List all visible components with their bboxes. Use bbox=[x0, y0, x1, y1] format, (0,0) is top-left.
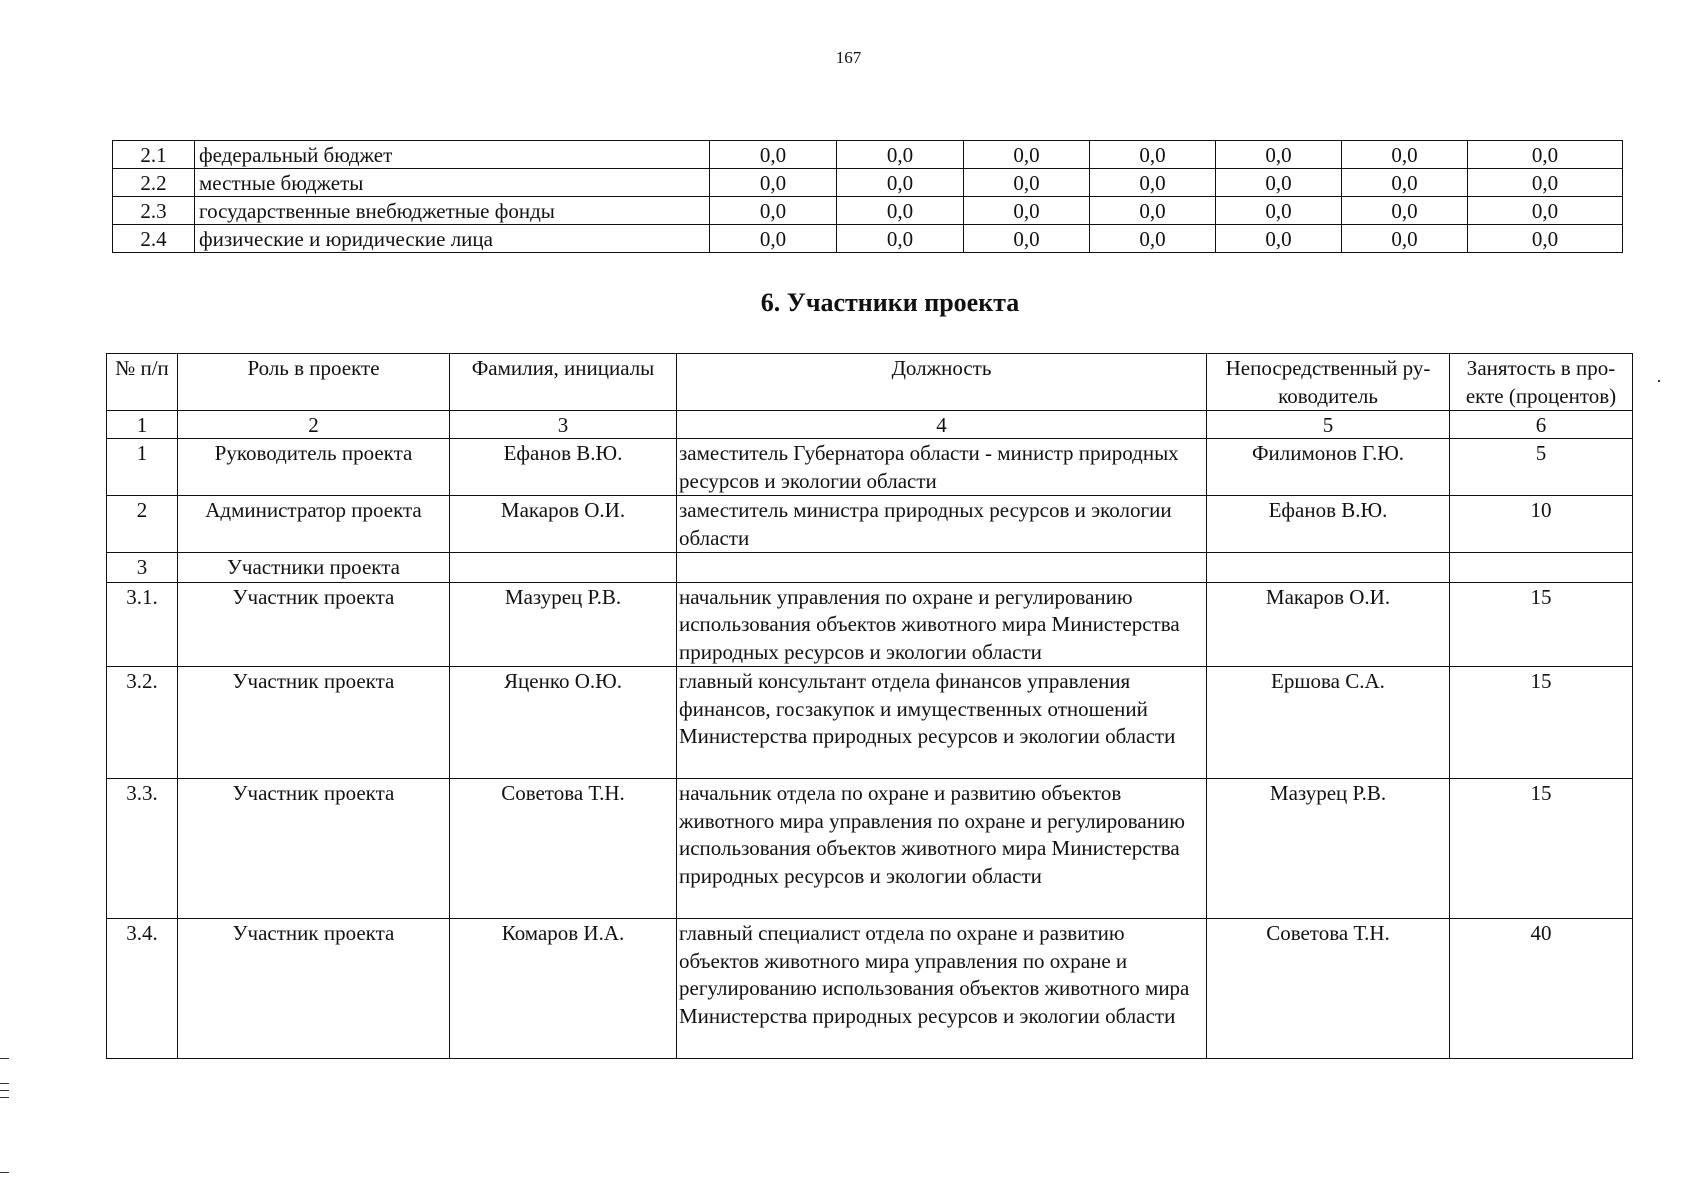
position-cell: заместитель Губернатора области - министр природных ресурсов и экологии области bbox=[677, 439, 1207, 496]
source-label: федеральный бюджет bbox=[195, 141, 710, 169]
role-cell: Участники проекта bbox=[178, 553, 450, 583]
column-number: 3 bbox=[450, 411, 677, 439]
manager-cell: Филимонов Г.Ю. bbox=[1207, 439, 1450, 496]
scan-edge-mark bbox=[0, 1097, 9, 1098]
scan-edge-mark bbox=[0, 1083, 9, 1084]
manager-cell: Советова Т.Н. bbox=[1207, 919, 1450, 1059]
value-cell: 0,0 bbox=[1090, 141, 1216, 169]
header-cell: Роль в проекте bbox=[178, 354, 450, 411]
participant-row bbox=[107, 582, 1633, 667]
row-number: 3 bbox=[107, 553, 178, 583]
load-cell bbox=[1450, 553, 1633, 583]
name-cell bbox=[450, 553, 677, 583]
source-label: государственные внебюджетные фонды bbox=[195, 197, 710, 225]
row-number: 3.1. bbox=[107, 582, 178, 667]
value-cell: 0,0 bbox=[1090, 225, 1216, 253]
load-cell: 5 bbox=[1450, 439, 1633, 496]
value-cell: 0,0 bbox=[837, 225, 964, 253]
header-cell: № п/п bbox=[107, 354, 178, 411]
column-number: 1 bbox=[107, 411, 178, 439]
value-cell: 0,0 bbox=[1090, 197, 1216, 225]
value-cell: 0,0 bbox=[710, 225, 837, 253]
value-cell: 0,0 bbox=[1216, 225, 1342, 253]
position-cell bbox=[677, 553, 1207, 583]
participant-row bbox=[107, 496, 1633, 553]
header-cell: Должность bbox=[677, 354, 1207, 411]
value-cell: 0,0 bbox=[1342, 197, 1468, 225]
header-row bbox=[107, 354, 1633, 411]
value-cell: 0,0 bbox=[964, 225, 1090, 253]
column-number: 2 bbox=[178, 411, 450, 439]
budget-row bbox=[113, 197, 1623, 225]
manager-cell: Макаров О.И. bbox=[1207, 582, 1450, 667]
participant-row bbox=[107, 919, 1633, 1059]
header-cell: Непосредственный ру- ководитель bbox=[1207, 354, 1450, 411]
manager-cell bbox=[1207, 553, 1450, 583]
value-cell: 0,0 bbox=[1468, 141, 1623, 169]
role-cell: Участник проекта bbox=[178, 919, 450, 1059]
value-cell: 0,0 bbox=[710, 197, 837, 225]
budget-row bbox=[113, 225, 1623, 253]
value-cell: 0,0 bbox=[710, 169, 837, 197]
role-cell: Участник проекта bbox=[178, 779, 450, 919]
participant-row bbox=[107, 667, 1633, 779]
role-cell: Администратор проекта bbox=[178, 496, 450, 553]
value-cell: 0,0 bbox=[1216, 141, 1342, 169]
row-number: 2.4 bbox=[113, 225, 195, 253]
name-cell: Яценко О.Ю. bbox=[450, 667, 677, 779]
value-cell: 0,0 bbox=[1468, 225, 1623, 253]
section-title: 6. Участники проекта bbox=[760, 288, 1020, 317]
name-cell: Макаров О.И. bbox=[450, 496, 677, 553]
column-number-row bbox=[107, 411, 1633, 439]
budget-row bbox=[113, 141, 1623, 169]
header-cell: Фамилия, инициалы bbox=[450, 354, 677, 411]
participant-row bbox=[107, 553, 1633, 583]
manager-cell: Ершова С.А. bbox=[1207, 667, 1450, 779]
position-cell: главный специалист отдела по охране и развитию объектов животного мира управления по охране и регулированию использования объектов животного мира Министерства природных ресурсов и экологии области bbox=[677, 919, 1207, 1059]
row-number: 2.1 bbox=[113, 141, 195, 169]
position-cell: начальник управления по охране и регулированию использования объектов животного мира Министерства природных ресурсов и экологии области bbox=[677, 582, 1207, 667]
value-cell: 0,0 bbox=[964, 169, 1090, 197]
participant-row bbox=[107, 439, 1633, 496]
row-number: 1 bbox=[107, 439, 178, 496]
value-cell: 0,0 bbox=[964, 141, 1090, 169]
value-cell: 0,0 bbox=[837, 197, 964, 225]
name-cell: Ефанов В.Ю. bbox=[450, 439, 677, 496]
header-cell: Занятость в про- екте (процентов) bbox=[1450, 354, 1633, 411]
row-number: 2 bbox=[107, 496, 178, 553]
participants-table bbox=[106, 353, 1633, 1059]
column-number: 5 bbox=[1207, 411, 1450, 439]
load-cell: 15 bbox=[1450, 667, 1633, 779]
role-cell: Участник проекта bbox=[178, 582, 450, 667]
load-cell: 40 bbox=[1450, 919, 1633, 1059]
column-number: 6 bbox=[1450, 411, 1633, 439]
source-label: физические и юридические лица bbox=[195, 225, 710, 253]
value-cell: 0,0 bbox=[1468, 169, 1623, 197]
name-cell: Комаров И.А. bbox=[450, 919, 677, 1059]
name-cell: Мазурец Р.В. bbox=[450, 582, 677, 667]
scan-edge-mark bbox=[0, 1172, 9, 1173]
value-cell: 0,0 bbox=[837, 141, 964, 169]
value-cell: 0,0 bbox=[1342, 169, 1468, 197]
manager-cell: Мазурец Р.В. bbox=[1207, 779, 1450, 919]
scan-dot-mark bbox=[1658, 380, 1660, 382]
value-cell: 0,0 bbox=[1216, 197, 1342, 225]
row-number: 2.3 bbox=[113, 197, 195, 225]
value-cell: 0,0 bbox=[964, 197, 1090, 225]
role-cell: Участник проекта bbox=[178, 667, 450, 779]
page-number: 167 bbox=[835, 48, 862, 67]
position-cell: начальник отдела по охране и развитию объектов животного мира управления по охране и регулированию использования объектов животного мира Министерства природных ресурсов и экологии области bbox=[677, 779, 1207, 919]
value-cell: 0,0 bbox=[1342, 225, 1468, 253]
value-cell: 0,0 bbox=[837, 169, 964, 197]
row-number: 3.2. bbox=[107, 667, 178, 779]
budget-row bbox=[113, 169, 1623, 197]
role-cell: Руководитель проекта bbox=[178, 439, 450, 496]
load-cell: 15 bbox=[1450, 582, 1633, 667]
scan-edge-mark bbox=[0, 1090, 9, 1091]
value-cell: 0,0 bbox=[710, 141, 837, 169]
budget-table bbox=[112, 140, 1623, 253]
position-cell: заместитель министра природных ресурсов и экологии области bbox=[677, 496, 1207, 553]
name-cell: Советова Т.Н. bbox=[450, 779, 677, 919]
source-label: местные бюджеты bbox=[195, 169, 710, 197]
load-cell: 15 bbox=[1450, 779, 1633, 919]
row-number: 3.3. bbox=[107, 779, 178, 919]
row-number: 2.2 bbox=[113, 169, 195, 197]
participant-row bbox=[107, 779, 1633, 919]
row-number: 3.4. bbox=[107, 919, 178, 1059]
manager-cell: Ефанов В.Ю. bbox=[1207, 496, 1450, 553]
position-cell: главный консультант отдела финансов управления финансов, госзакупок и имущественных отношений Министерства природных ресурсов и экологии области bbox=[677, 667, 1207, 779]
value-cell: 0,0 bbox=[1216, 169, 1342, 197]
column-number: 4 bbox=[677, 411, 1207, 439]
value-cell: 0,0 bbox=[1468, 197, 1623, 225]
value-cell: 0,0 bbox=[1090, 169, 1216, 197]
load-cell: 10 bbox=[1450, 496, 1633, 553]
scan-edge-mark bbox=[0, 1058, 9, 1059]
value-cell: 0,0 bbox=[1342, 141, 1468, 169]
